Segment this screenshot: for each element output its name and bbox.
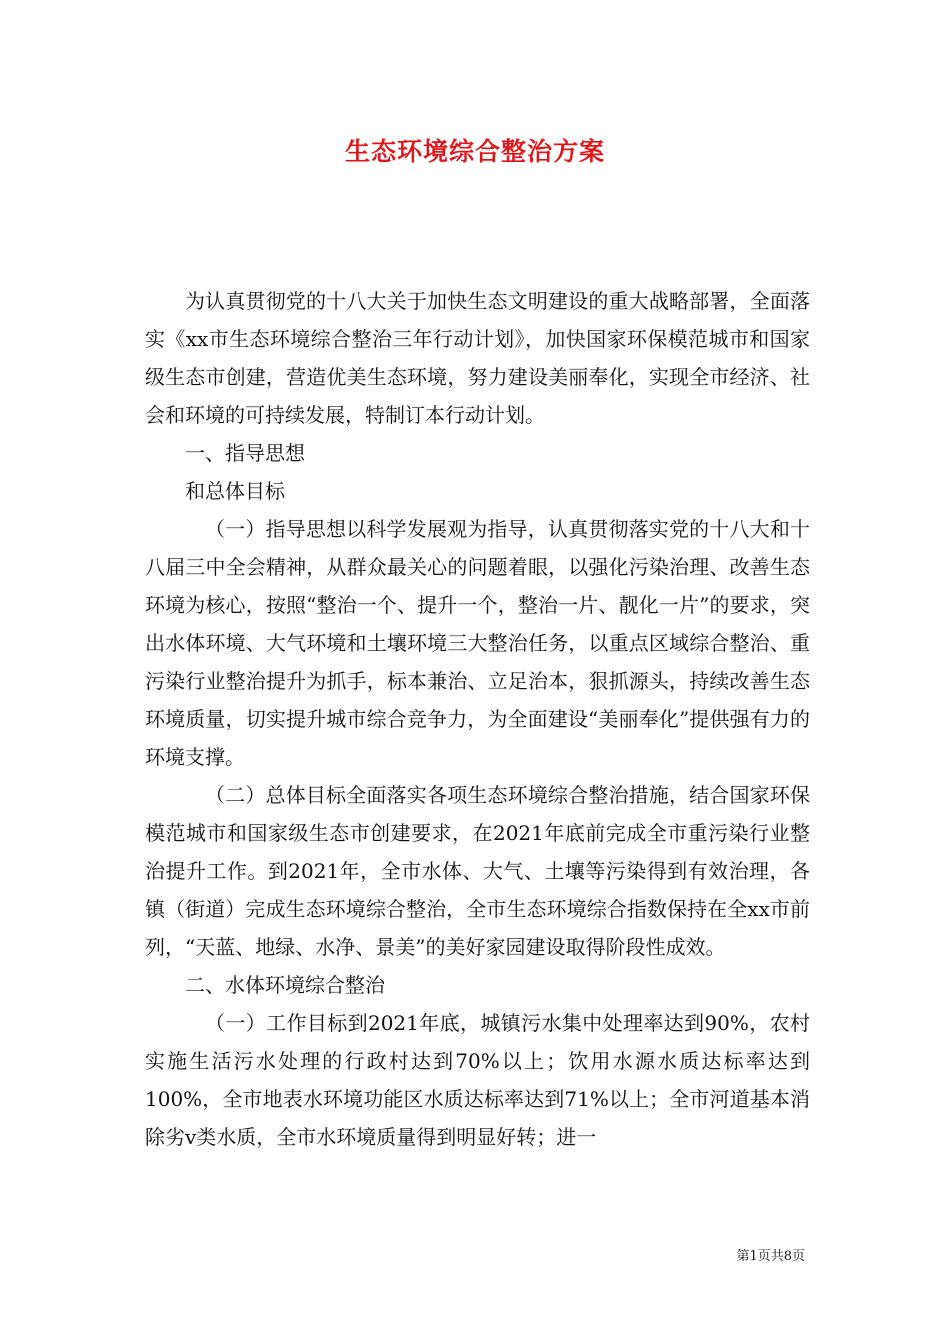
document-title: 生态环境综合整治方案 xyxy=(344,137,605,166)
paragraph-guiding-thought: （一）指导思想以科学发展观为指导，认真贯彻落实党的十八大和十八届三中全会精神，从群众最关心的问题着眼，以强化污染治理、改善生态环境为核心，按照“整治一个、提升一个，整治一片、靓化一片”的要求，突出水体环境、大气环境和土壤环境三大整治任务，以重点区域综合整治、重污染行业整治提升为抓手，标本兼治、立足治本，狠抓源头，持续改善生态环境质量，切实提升城市综合竞争力，为全面建设“美丽奉化”提供强有力的环境支撑。 xyxy=(145,517,810,769)
intro-paragraph: 为认真贯彻党的十八大关于加快生态文明建设的重大战略部署，全面落实《xx市生态环境综合整治三年行动计划》，加快国家环保模范城市和国家级生态市创建，营造优美生态环境，努力建设美丽奉化，实现全市经济、社会和环境的可持续发展，特制订本行动计划。 xyxy=(145,289,810,427)
section-heading-2: 二、水体环境综合整治 xyxy=(185,973,385,997)
section-heading-1-cont: 和总体目标 xyxy=(185,479,285,503)
paragraph-work-goal: （一）工作目标到2021年底，城镇污水集中处理率达到90%，农村实施生活污水处理的行政村达到70%以上；饮用水源水质达标率达到100%，全市地表水环境功能区水质达标率达到71%以上；全市河道基本消除劣v类水质，全市水环境质量得到明显好转；进一 xyxy=(145,1011,810,1149)
paragraph-overall-goal: （二）总体目标全面落实各项生态环境综合整治措施，结合国家环保模范城市和国家级生态市创建要求，在2021年底前完成全市重污染行业整治提升工作。到2021年，全市水体、大气、土壤等污染得到有效治理，各镇（街道）完成生态环境综合整治，全市生态环境综合指数保持在全xx市前列，“天蓝、地绿、水净、景美”的美好家园建设取得阶段性成效。 xyxy=(145,783,810,959)
section-heading-1: 一、指导思想 xyxy=(185,441,305,465)
page-number: 第1页共8页 xyxy=(736,1249,805,1264)
document-body xyxy=(145,282,810,1156)
